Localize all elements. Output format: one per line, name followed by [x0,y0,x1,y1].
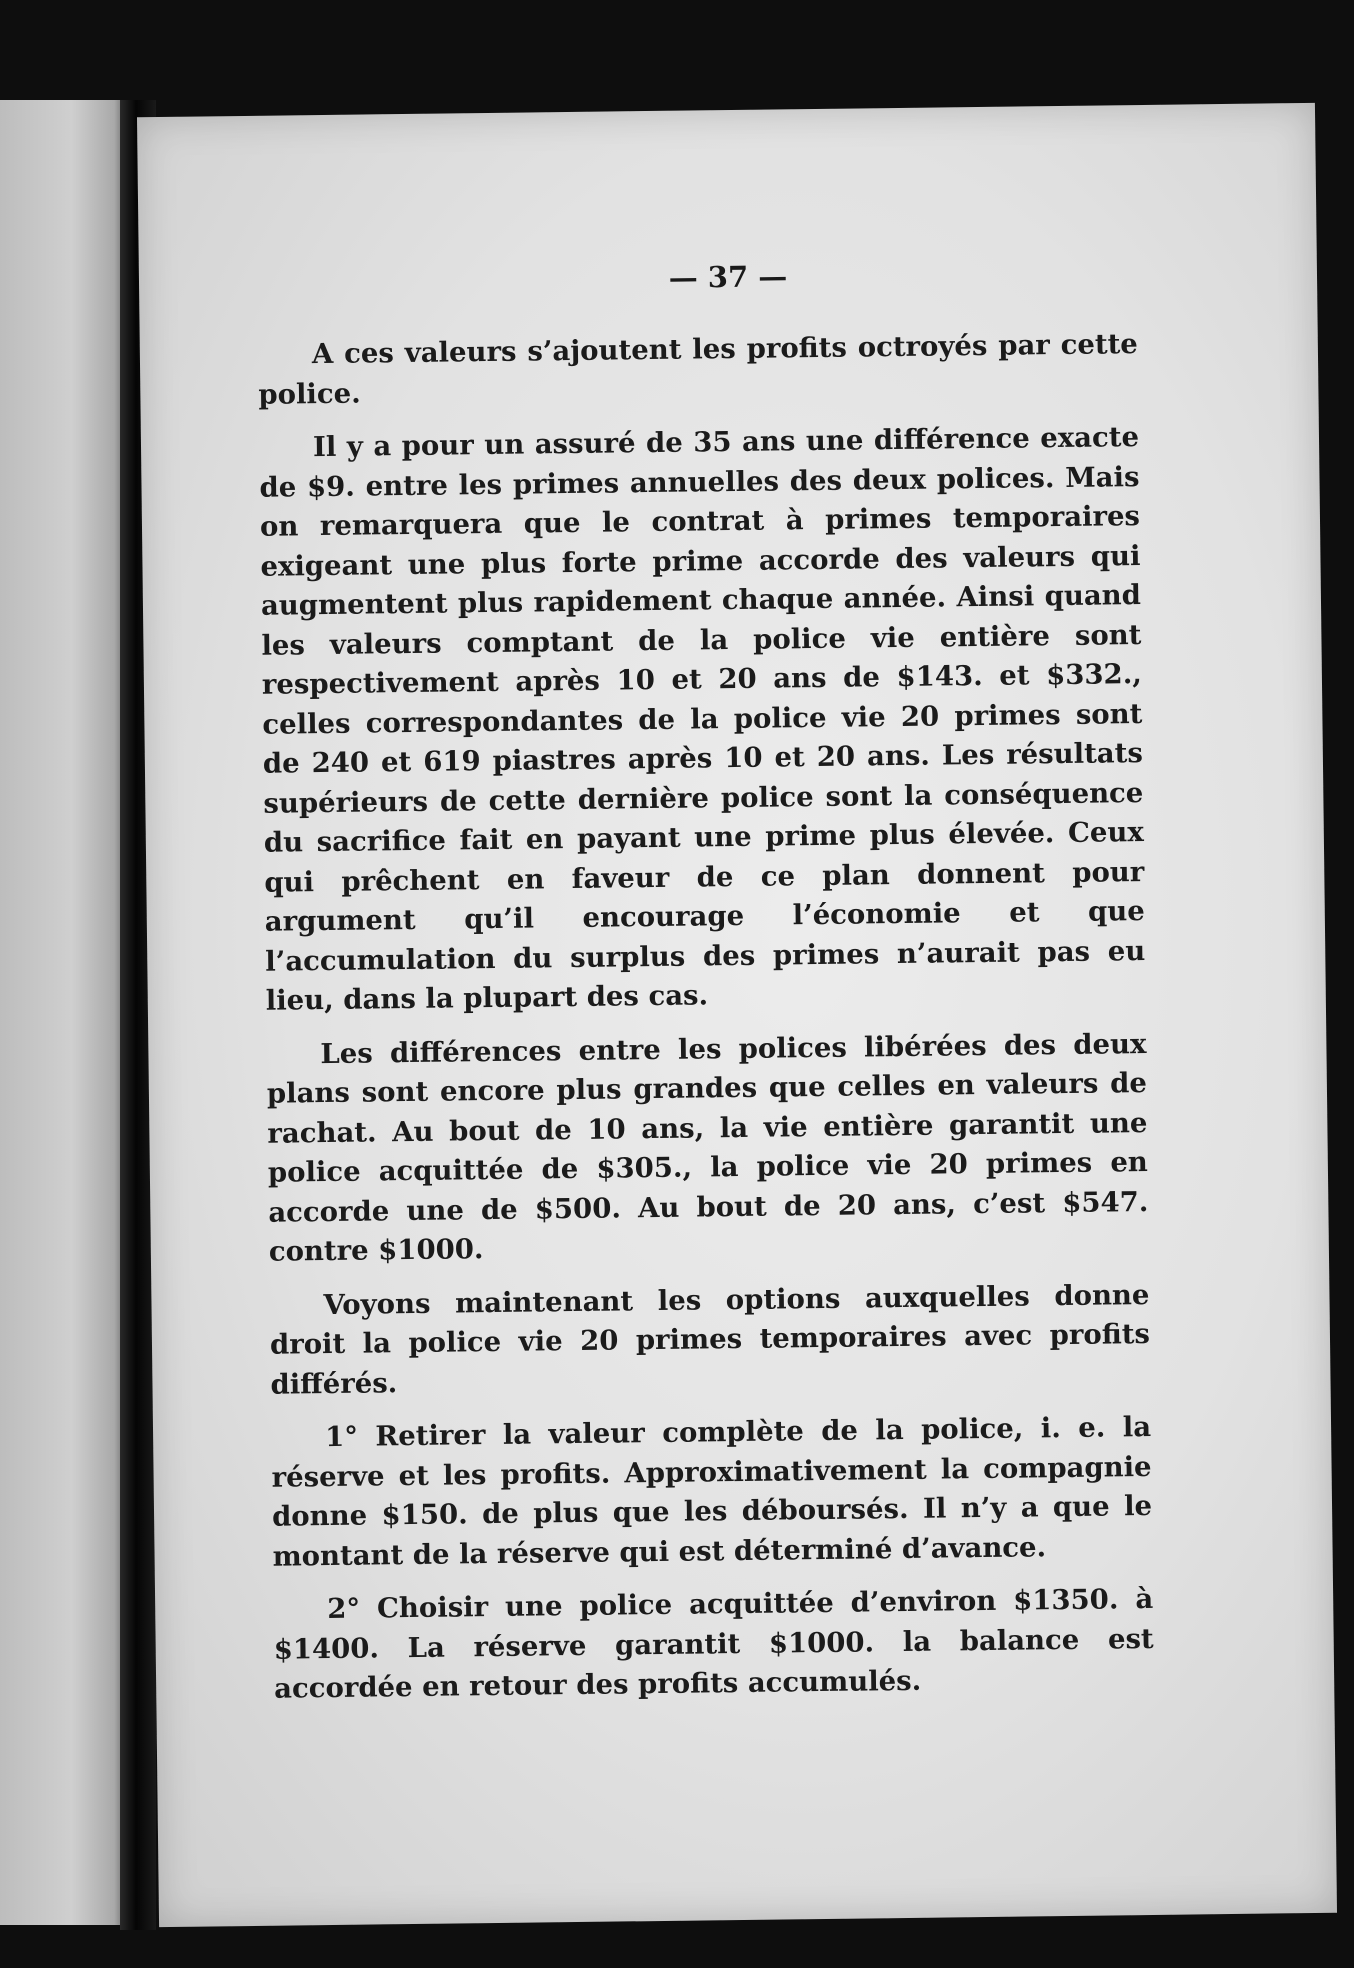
paragraph-4: Voyons maintenant les options auxquelles donne droit la police vie 20 primes temporaires avec profits différés. [269,1278,1151,1401]
paragraph-2: Il y a pour un assuré de 35 ans une différence exacte de $9. entre les primes annuelles des deux polices. Mais on remarquera que le contrat à primes temporaires exigeant une plus forte prime accorde des valeurs qui augmentent plus rapidement chaque année. Ainsi quand les valeurs comptant de la police vie entière sont respectivement après 10 et 20 ans de $143. et $332., celles correspondantes de la police vie 20 primes sont de 240 et 619 piastres après 10 et 20 ans. Les résultats supérieurs de cette dernière police sont la conséquence du sacrifice fait en payant une prime plus élevée. Ceux qui prêchent en faveur de ce plan donnent pour argument qu’il encourage l’économie et que l’accumulation du surplus des primes n’aurait pas eu lieu, dans la plupart des cas. [259,421,1146,1017]
paragraph-5: 1° Retirer la valeur complète de la police, i. e. la réserve et les profits. Approximativement la compagnie donne $150. de plus que les déboursés. Il n’y a que le montant de la réserve qui est déterminé d’avance. [271,1410,1153,1573]
book-page [137,103,1337,1927]
page-number: — 37 — [668,259,788,295]
paragraph-1: A ces valeurs s’ajoutent les profits octroyés par cette police. [258,328,1139,411]
left-page-edge [0,100,130,1925]
body-text [258,325,1155,1723]
paragraph-6: 2° Choisir une police acquittée d’environ $1350. à $1400. La réserve garantit $1000. la balance est accordée en retour des profits accumulés. [273,1582,1154,1705]
paragraph-3: Les différences entre les polices libérées des deux plans sont encore plus grandes que celles en valeurs de rachat. Au bout de 10 ans, la vie entière garantit une police acquittée de $305., la police vie 20 primes en accorde une de $500. Au bout de 20 ans, c’est $547. contre $1000. [266,1027,1149,1268]
